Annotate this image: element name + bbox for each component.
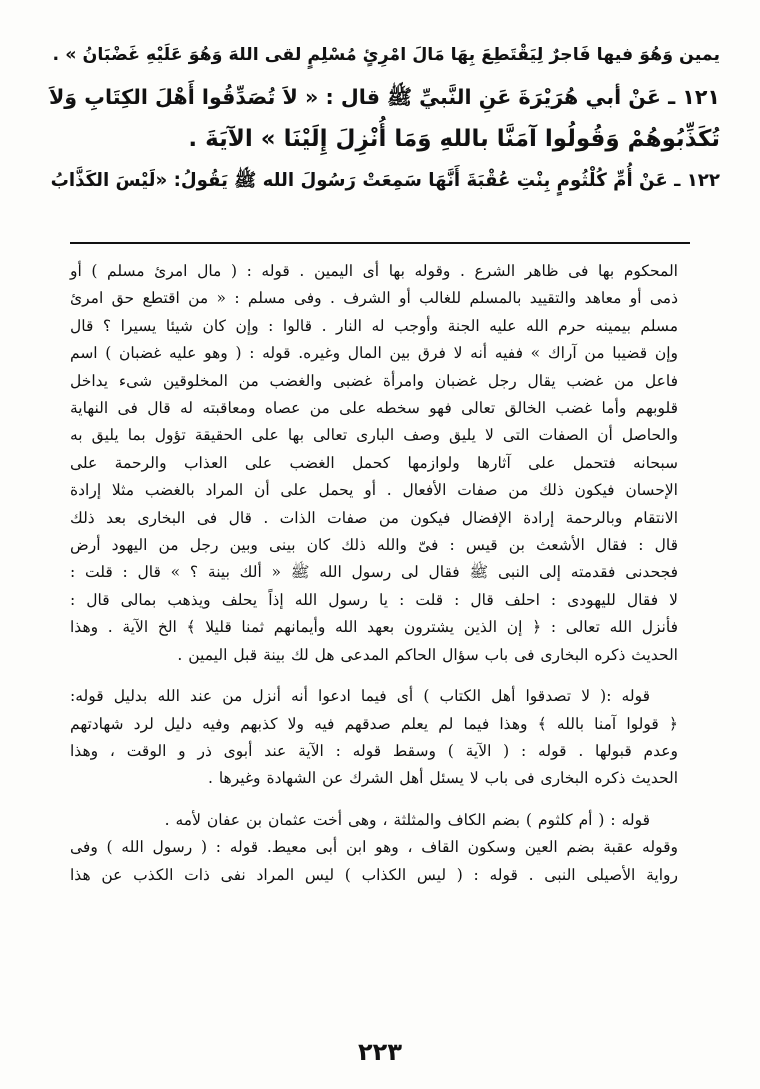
paragraph-spacer: [70, 669, 678, 683]
commentary-line: وإن قضيبا من آراك » ففيه أنه لا فرق بين المال وغيره. قوله : ( وهو عليه غضبان ) اسم: [70, 344, 678, 363]
commentary-paragraph-2: [70, 683, 678, 793]
commentary-line: قوله :( لا تصدقوا أهل الكتاب ) أى فيما ادعوا أنه أنزل من عند الله بدليل قوله:: [70, 687, 650, 706]
commentary-line: الحديث ذكره البخارى فى باب سؤال الحاكم المدعى هل لك بينة قبل اليمين .: [177, 645, 678, 664]
hadith-line: ١٢١ ـ عَنْ أبي هُرَيْرَةَ عَنِ النَّبيِّ ﷺ قال : « لاَ تُصَدِّقُوا أَهْلَ الكِتَابِ وَلاَ: [48, 85, 720, 109]
hadith-text-block: [40, 34, 720, 202]
paragraph-spacer: [70, 793, 678, 807]
commentary-line: المحكوم بها فى ظاهر الشرع . وقوله بها أى اليمين . قوله : ( مال امرئ مسلم ) أو: [70, 262, 678, 280]
commentary-line: وقوله عقبة بضم العين وسكون القاف ، وهو ابن أبى معيط. قوله : ( رسول الله ) وفى: [70, 838, 678, 857]
commentary-line: الحديث ذكره البخارى فى باب لا يسئل أهل الشرك عن الشهادة وغيرها .: [207, 769, 678, 788]
commentary-line: فاعل من غضب يقال رجل غضبان وامرأة غضبى والغضب من المخلوقين شىء يداخل: [70, 371, 678, 390]
commentary-paragraph-3: [70, 807, 678, 889]
commentary-line: ﴿ قولوا آمنا بالله ﴾ وهذا فيما لم يعلم صدقهم فيه ولا كذبهم وفيه دليل لرد شهادتهم: [70, 714, 678, 733]
hadith-line: يمين وَهُوَ فيها فَاجرٌ لِيَقْتَطِعَ بِهَا مَالَ امْرِئٍ مُسْلِمٍ لقى اللهَ وَهُوَ عَلَيْهِ غَضْبَانُ » .: [52, 45, 720, 65]
commentary-line: فأنزل الله تعالى : ﴿ إن الذين يشترون بعهد الله وأيمانهم ثمنا قليلا ﴾ الخ الآية . وهذا: [70, 618, 678, 637]
commentary-line: رواية الأصيلى النبى . قوله : ( ليس الكذاب ) ليس المراد نفى ذات الكذب عن هذا: [70, 865, 678, 884]
commentary-line: ذمى أو معاهد والتقييد بالمسلم للغالب أو الشرف . وفى مسلم : « من اقتطع حق امرئ: [70, 289, 678, 308]
footnote-divider: [70, 242, 690, 244]
commentary-line: لا فقال لليهودى : احلف قال : قلت : يا رسول الله إذاً يحلف ويذهب بمالى قال :: [70, 590, 678, 609]
commentary-line: وعدم قبولها . قوله : ( الآية ) وسقط قوله : الآية عند أبوى ذر و الوقت ، وهذا: [70, 741, 678, 760]
hadith-line: تُكَذِّبُوهُمْ وَقُولُوا آمَنَّا باللهِ وَمَا أُنْزِلَ إِلَيْنَا » الآيَةَ .: [188, 126, 720, 152]
page-number: ٢٢٣: [358, 1038, 402, 1066]
commentary-line: قال : فقال الأشعث بن قيس : فىّ والله ذلك كان بينى وبين رجل من اليهود أرض: [70, 536, 678, 555]
hadith-line: ١٢٢ ـ عَنْ أُمِّ كُلْثُومٍ بِنْتِ عُقْبَةَ أَنَّهَا سَمِعَتْ رَسُولَ الله ﷺ يَقُولُ: «لَيْسَ الكَذَّابُ: [50, 170, 720, 191]
commentary-line: الانتقام وبالرحمة إرادة الإفضال فيكون من صفات الذات . قال فى البخارى بعد ذلك: [70, 508, 678, 527]
commentary-paragraph-1: [70, 258, 678, 669]
commentary-line: قوله : ( أم كلثوم ) بضم الكاف والمثلثة ، وهى أخت عثمان بن عفان لأمه .: [164, 810, 650, 829]
commentary-line: مسلم بيمينه حرم الله عليه الجنة وأوجب له النار . قالوا : وإن كان شيئا يسيرا ؟ قال: [70, 316, 678, 335]
commentary-line: سبحانه فتحمل على آثارها ولوازمها كحمل الغضب على العذاب والرحمة على: [70, 453, 678, 472]
commentary-line: الإحسان فيكون ذلك من صفات الأفعال . أو يحمل على أن المراد بالغضب مثلا إرادة: [70, 481, 678, 500]
commentary-line: فجحدنى فقدمته إلى النبى ﷺ فقال لى رسول الله ﷺ « ألك بينة ؟ » قال : قلت :: [70, 563, 678, 582]
commentary-line: قلوبهم وأما غضب الخالق تعالى فهو سخطه على من عصاه ومعاقبته له قال فى النهاية: [70, 399, 678, 418]
commentary-block: [70, 258, 678, 889]
commentary-line: والحاصل أن الصفات التى لا يليق وصف البارى تعالى بها على الحقيقة تؤول بما يليق به: [70, 426, 678, 445]
